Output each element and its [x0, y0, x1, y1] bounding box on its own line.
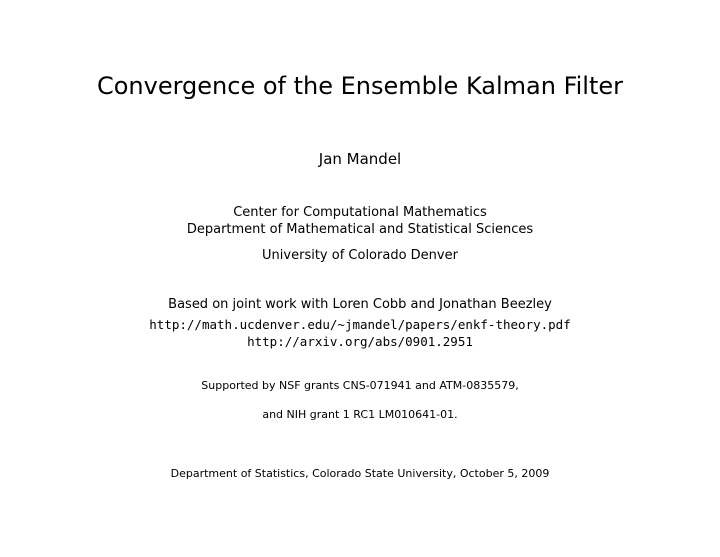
affiliation-center: Center for Computational Mathematics — [233, 205, 487, 220]
nih-support-text: and NIH grant 1 RC1 LM010641-01. — [262, 408, 458, 421]
paper-link[interactable]: http://math.ucdenver.edu/~jmandel/papers/enkf-theory.pdf — [149, 317, 571, 332]
nsf-support-text: Supported by NSF grants CNS-071941 and ATM-0835579, — [201, 379, 519, 392]
affiliation-university: University of Colorado Denver — [262, 248, 458, 263]
author-name: Jan Mandel — [318, 150, 402, 168]
slide-title: Convergence of the Ensemble Kalman Filter — [96, 72, 624, 100]
affiliation-department: Department of Mathematical and Statistical Sciences — [186, 222, 534, 237]
arxiv-link[interactable]: http://arxiv.org/abs/0901.2951 — [247, 334, 473, 349]
presentation-footer: Department of Statistics, Colorado State University, October 5, 2009 — [170, 467, 550, 480]
joint-work-note: Based on joint work with Loren Cobb and Jonathan Beezley — [168, 297, 552, 312]
